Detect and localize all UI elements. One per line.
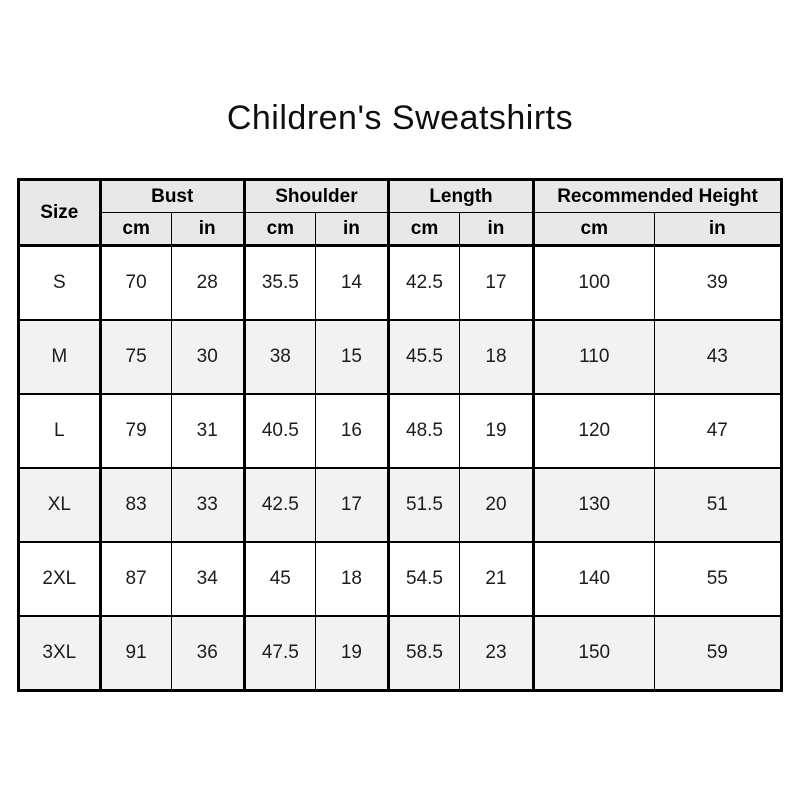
size-cell: S: [19, 246, 101, 321]
unit-subheader: in: [171, 213, 244, 246]
size-cell: M: [19, 320, 101, 394]
column-group-header: Shoulder: [244, 180, 388, 213]
value-cell: 42.5: [389, 246, 460, 321]
value-cell: 120: [533, 394, 654, 468]
column-group-header: Length: [389, 180, 534, 213]
table-row: [19, 542, 782, 616]
value-cell: 17: [315, 468, 388, 542]
value-cell: 31: [171, 394, 244, 468]
value-cell: 110: [533, 320, 654, 394]
unit-subheader: cm: [533, 213, 654, 246]
table-row: [19, 616, 782, 691]
size-cell: 3XL: [19, 616, 101, 691]
column-group-header: Size: [19, 180, 101, 246]
table-body: [19, 246, 782, 691]
unit-subheader: in: [654, 213, 781, 246]
value-cell: 38: [244, 320, 315, 394]
value-cell: 91: [100, 616, 171, 691]
value-cell: 43: [654, 320, 781, 394]
page-title: Children's Sweatshirts: [226, 99, 574, 137]
value-cell: 47: [654, 394, 781, 468]
value-cell: 30: [171, 320, 244, 394]
unit-subheader: in: [315, 213, 388, 246]
value-cell: 28: [171, 246, 244, 321]
value-cell: 51: [654, 468, 781, 542]
value-cell: 130: [533, 468, 654, 542]
value-cell: 58.5: [389, 616, 460, 691]
value-cell: 83: [100, 468, 171, 542]
unit-subheader: cm: [100, 213, 171, 246]
value-cell: 34: [171, 542, 244, 616]
value-cell: 59: [654, 616, 781, 691]
value-cell: 47.5: [244, 616, 315, 691]
table-row: [19, 320, 782, 394]
value-cell: 17: [459, 246, 533, 321]
value-cell: 51.5: [389, 468, 460, 542]
table-row: [19, 394, 782, 468]
size-chart-table: [17, 178, 783, 692]
value-cell: 45.5: [389, 320, 460, 394]
value-cell: 23: [459, 616, 533, 691]
value-cell: 15: [315, 320, 388, 394]
value-cell: 39: [654, 246, 781, 321]
value-cell: 19: [459, 394, 533, 468]
value-cell: 14: [315, 246, 388, 321]
value-cell: 45: [244, 542, 315, 616]
value-cell: 35.5: [244, 246, 315, 321]
value-cell: 54.5: [389, 542, 460, 616]
table-header: [19, 180, 782, 246]
value-cell: 79: [100, 394, 171, 468]
value-cell: 150: [533, 616, 654, 691]
unit-subheader: cm: [389, 213, 460, 246]
value-cell: 36: [171, 616, 244, 691]
unit-subheader: cm: [244, 213, 315, 246]
value-cell: 87: [100, 542, 171, 616]
value-cell: 18: [315, 542, 388, 616]
size-cell: 2XL: [19, 542, 101, 616]
column-group-header: Recommended Height: [533, 180, 781, 213]
value-cell: 70: [100, 246, 171, 321]
table-row: [19, 246, 782, 321]
value-cell: 100: [533, 246, 654, 321]
value-cell: 48.5: [389, 394, 460, 468]
value-cell: 55: [654, 542, 781, 616]
size-cell: L: [19, 394, 101, 468]
value-cell: 75: [100, 320, 171, 394]
value-cell: 40.5: [244, 394, 315, 468]
column-group-header: Bust: [100, 180, 244, 213]
value-cell: 140: [533, 542, 654, 616]
size-cell: XL: [19, 468, 101, 542]
unit-subheader: in: [459, 213, 533, 246]
table-row: [19, 468, 782, 542]
value-cell: 21: [459, 542, 533, 616]
value-cell: 20: [459, 468, 533, 542]
value-cell: 18: [459, 320, 533, 394]
value-cell: 19: [315, 616, 388, 691]
value-cell: 42.5: [244, 468, 315, 542]
value-cell: 16: [315, 394, 388, 468]
value-cell: 33: [171, 468, 244, 542]
